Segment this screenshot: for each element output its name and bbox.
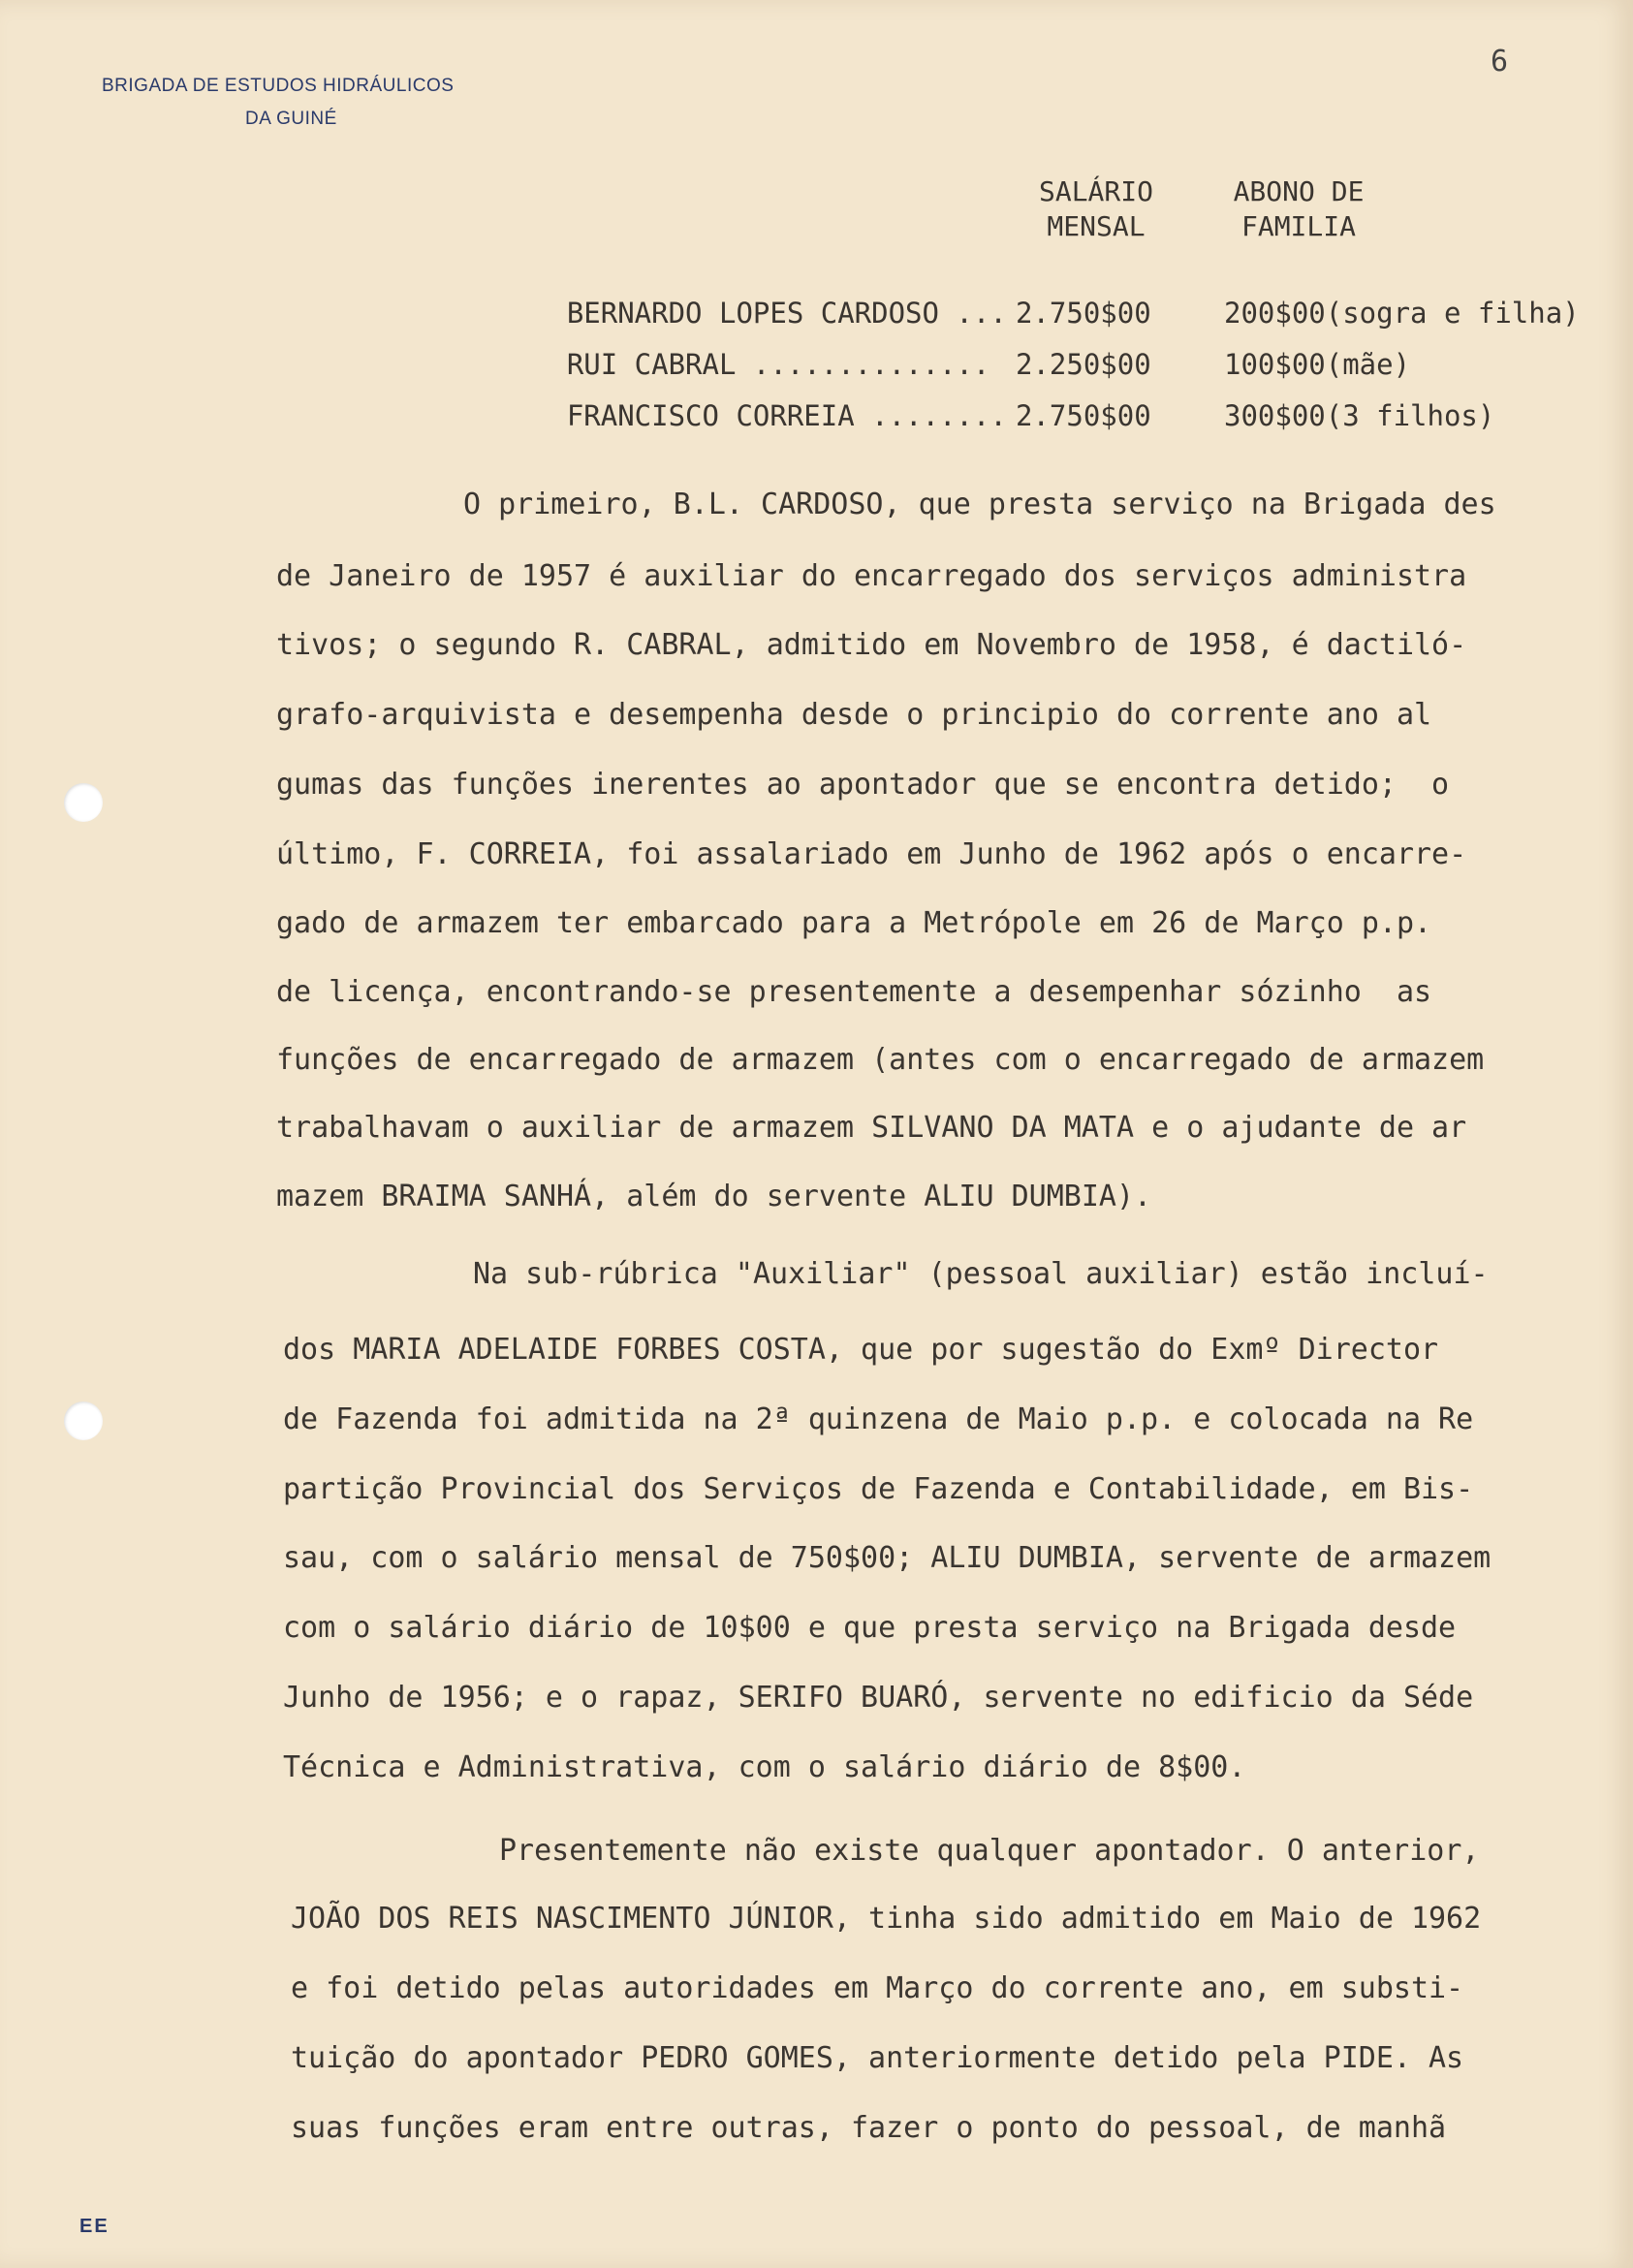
text-line: de Janeiro de 1957 é auxiliar do encarregado dos serviços administra — [276, 559, 1467, 593]
column-header-salario: SALÁRIO MENSAL — [1038, 175, 1153, 242]
text-line: tuição do apontador PEDRO GOMES, anteriormente detido pela PIDE. As — [291, 2041, 1464, 2075]
text-line: Técnica e Administrativa, com o salário diário de 8$00. — [283, 1750, 1246, 1784]
text-line: JOÃO DOS REIS NASCIMENTO JÚNIOR, tinha sido admitido em Maio de 1962 — [291, 1902, 1482, 1936]
text-line: Presentemente não existe qualquer apontador. O anterior, — [499, 1834, 1480, 1868]
text-line: funções de encarregado de armazem (antes com o encarregado de armazem — [276, 1043, 1485, 1077]
letterhead-line-2: DA GUINÉ — [245, 109, 337, 129]
employee-name: BERNARDO LOPES CARDOSO ... — [566, 297, 1007, 330]
page-number: 6 — [1491, 45, 1509, 79]
text-line: com o salário diário de 10$00 e que presta serviço na Brigada desde — [283, 1611, 1457, 1645]
salary-value: 2.250$00 — [1016, 348, 1151, 381]
text-line: tivos; o segundo R. CABRAL, admitido em Novembro de 1958, é dactiló- — [276, 628, 1467, 662]
text-line: e foi detido pelas autoridades em Março do corrente ano, em substi- — [291, 1971, 1464, 2005]
text-line: último, F. CORREIA, foi assalariado em Junho de 1962 após o encarre- — [276, 837, 1467, 871]
text-line: gumas das funções inerentes ao apontador que se encontra detido; o — [276, 768, 1450, 802]
text-line: suas funções eram entre outras, fazer o ponto do pessoal, de manhã — [291, 2111, 1447, 2145]
text-line: gado de armazem ter embarcado para a Metrópole em 26 de Março p.p. — [276, 906, 1432, 940]
abono-value: 200$00(sogra e filha) — [1224, 297, 1580, 330]
text-line: trabalhavam o auxiliar de armazem SILVANO DA MATA e o ajudante de ar — [276, 1111, 1467, 1145]
typist-initials: EE — [79, 2216, 110, 2237]
punch-hole-bottom — [64, 1402, 103, 1440]
text-line: mazem BRAIMA SANHÁ, além do servente ALIU DUMBIA). — [276, 1180, 1152, 1213]
table-row — [499, 366, 1495, 465]
letterhead — [102, 70, 454, 136]
text-line: Na sub-rúbrica "Auxiliar" (pessoal auxiliar) estão incluí- — [473, 1257, 1489, 1291]
punch-hole-top — [64, 783, 103, 822]
text-line: partição Provincial dos Serviços de Fazenda e Contabilidade, em Bis- — [283, 1472, 1474, 1506]
column-header-abono: ABONO DE FAMILIA — [1233, 175, 1365, 242]
employee-name: FRANCISCO CORREIA ........ — [566, 399, 1007, 432]
text-line: dos MARIA ADELAIDE FORBES COSTA, que por sugestão do Exmº Director — [283, 1333, 1439, 1367]
text-line: grafo-arquivista e desempenha desde o principio do corrente ano al — [276, 698, 1432, 732]
text-line: Junho de 1956; e o rapaz, SERIFO BUARÓ, servente no edificio da Séde — [283, 1681, 1474, 1715]
text-line: de licença, encontrando-se presentemente a desempenhar sózinho as — [276, 975, 1432, 1009]
salary-value: 2.750$00 — [1016, 399, 1151, 432]
salary-value: 2.750$00 — [1016, 297, 1151, 330]
abono-value: 300$00(3 filhos) — [1224, 399, 1495, 432]
abono-value: 100$00(mãe) — [1224, 348, 1411, 381]
text-line: de Fazenda foi admitida na 2ª quinzena de Maio p.p. e colocada na Re — [283, 1402, 1474, 1436]
employee-name: RUI CABRAL .............. — [566, 348, 990, 381]
letterhead-line-1: BRIGADA DE ESTUDOS HIDRÁULICOS — [102, 76, 455, 96]
text-line: O primeiro, B.L. CARDOSO, que presta serviço na Brigada des — [463, 488, 1496, 521]
text-line: sau, com o salário mensal de 750$00; ALIU DUMBIA, servente de armazem — [283, 1541, 1492, 1575]
